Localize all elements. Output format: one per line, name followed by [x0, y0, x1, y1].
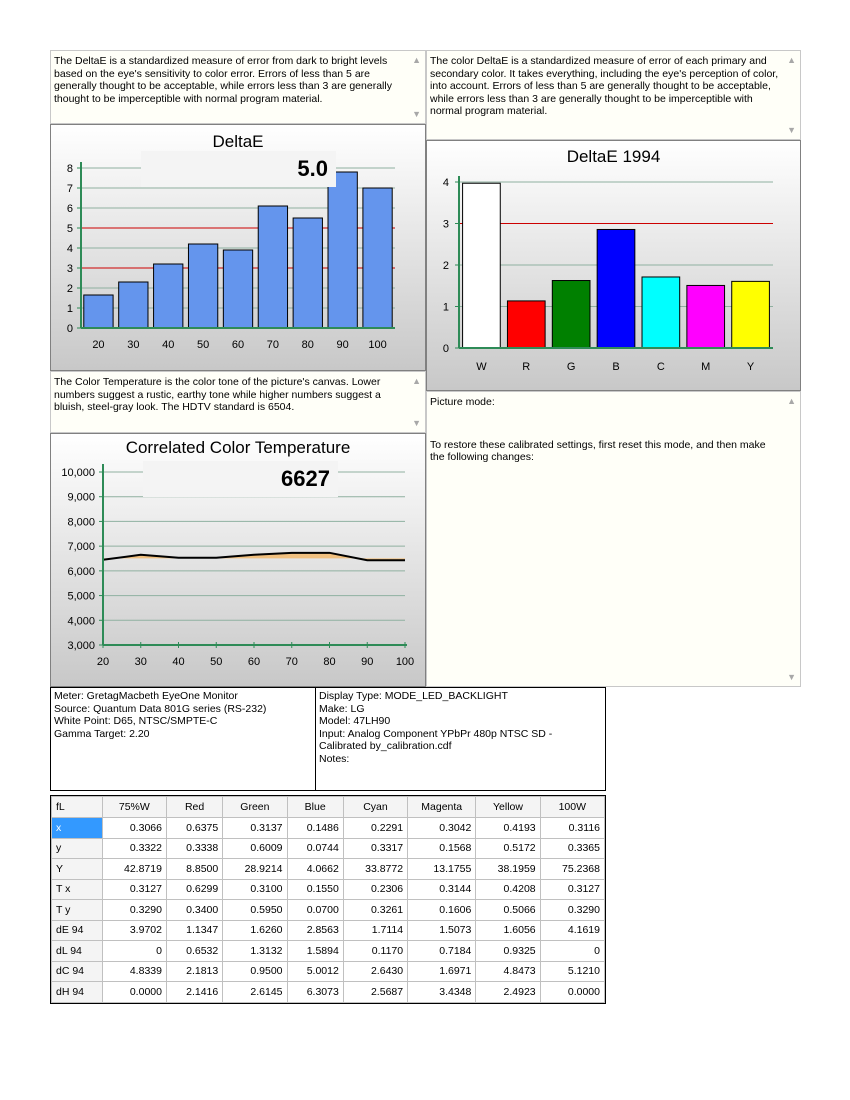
meter-info-line: Meter: GretagMacbeth EyeOne Monitor	[54, 690, 238, 702]
table-row-header[interactable]: dC 94	[52, 961, 103, 982]
y-tick-label: 8	[66, 163, 73, 175]
table-row-header[interactable]: dL 94	[52, 941, 103, 962]
table-row[interactable]	[52, 879, 605, 900]
color-temperature-description: The Color Temperature is the color tone of the picture's canvas. Lower numbers suggest a rustic, earthy tone while higher numbers suggest a bluish, steel-gray look. The HDTV standard is 6504.	[54, 376, 381, 413]
bar	[552, 281, 590, 348]
x-tick-label: 90	[336, 339, 349, 351]
table-row[interactable]	[52, 900, 605, 921]
table-cell[interactable]: 0.3290	[102, 900, 166, 921]
table-cell[interactable]: 0.3127	[540, 879, 604, 900]
bar	[328, 172, 357, 328]
table-cell[interactable]: 0.3137	[223, 818, 287, 839]
table-cell[interactable]: 4.8473	[476, 961, 540, 982]
table-row-header[interactable]: T x	[52, 879, 103, 900]
table-row-header[interactable]: dH 94	[52, 982, 103, 1003]
table-cell[interactable]: 0.3338	[166, 838, 222, 859]
table-cell[interactable]: 1.5073	[408, 920, 476, 941]
x-tick-label: 70	[266, 339, 280, 351]
table-cell[interactable]: 0.1568	[408, 838, 476, 859]
deltae-chart-title: DeltaE	[212, 132, 264, 151]
table-cell[interactable]: 1.5894	[287, 941, 343, 962]
display-info-line: Calibrated by_calibration.cdf	[319, 740, 452, 752]
display-info-line: Make: LG	[319, 702, 365, 715]
y-tick-label: 10,000	[61, 467, 95, 479]
x-tick-label: 50	[210, 656, 223, 668]
table-cell[interactable]: 0.6009	[223, 838, 287, 859]
table-cell[interactable]: 0.3144	[408, 879, 476, 900]
table-cell[interactable]: 0.3365	[540, 838, 604, 859]
table-cell[interactable]: 0.5950	[223, 900, 287, 921]
color-temperature-chart-title: Correlated Color Temperature	[125, 438, 351, 457]
deltae-1994-chart	[426, 140, 801, 391]
table-cell[interactable]: 1.6260	[223, 920, 287, 941]
deltae-readout: 5.0	[141, 151, 336, 187]
table-cell[interactable]: 0.7184	[408, 941, 476, 962]
table-cell[interactable]: 0.9500	[223, 961, 287, 982]
table-cell[interactable]: 42.8719	[102, 859, 166, 880]
table-column-header[interactable]: 100W	[540, 797, 604, 818]
table-cell[interactable]: 5.1210	[540, 961, 604, 982]
table-cell[interactable]: 0.3042	[408, 818, 476, 839]
bar	[732, 281, 770, 348]
table-cell[interactable]: 2.4923	[476, 982, 540, 1003]
table-cell[interactable]: 0.0744	[287, 838, 343, 859]
y-tick-label: 4,000	[67, 615, 95, 628]
y-tick-label: 5,000	[67, 590, 95, 603]
table-cell[interactable]: 0.3290	[540, 900, 604, 921]
table-cell[interactable]: 0.2306	[343, 879, 407, 900]
table-cell[interactable]: 1.7114	[343, 920, 407, 941]
table-row-header[interactable]: T y	[52, 900, 103, 921]
meter-info-line: White Point: D65, NTSC/SMPTE-C	[54, 715, 218, 727]
picture-mode-label: Picture mode:	[430, 396, 495, 408]
meter-info-line: Source: Quantum Data 801G series (RS-232)	[54, 702, 267, 715]
color-deltae-description: The color DeltaE is a standardized measure of error of each primary and secondary color. It takes everything, including the eye's perception of color, into account. Errors of less than 5 are generally thought to be acceptable, while errors less than 3 are generally thought to be imperceptible with normal program material.	[430, 55, 779, 117]
table-cell[interactable]: 0	[540, 941, 604, 962]
deltae-description-box[interactable]	[50, 50, 426, 124]
display-info-line: Model: 47LH90	[319, 715, 391, 727]
x-tick-label: 20	[92, 339, 105, 351]
y-tick-label: 2	[66, 283, 73, 295]
x-tick-label: C	[656, 361, 665, 373]
table-cell[interactable]: 1.3132	[223, 941, 287, 962]
x-tick-label: 50	[196, 339, 210, 351]
scroll-down-icon[interactable]: ▼	[787, 125, 796, 135]
table-cell[interactable]: 2.6145	[223, 982, 287, 1003]
table-column-header[interactable]: Green	[223, 797, 287, 818]
y-tick-label: 0	[66, 323, 73, 335]
table-cell[interactable]: 0.4208	[476, 879, 540, 900]
table-cell[interactable]: 2.5687	[343, 982, 407, 1003]
x-tick-label: 60	[231, 339, 245, 351]
table-cell[interactable]: 0.3127	[102, 879, 166, 900]
table-cell[interactable]: 0.3066	[102, 818, 166, 839]
table-cell[interactable]: 0.3317	[343, 838, 407, 859]
bar	[363, 188, 392, 328]
table-row[interactable]	[52, 961, 605, 982]
table-row-header[interactable]: x	[52, 818, 103, 839]
x-tick-label: 80	[301, 339, 314, 351]
scroll-up-icon[interactable]: ▲	[412, 376, 421, 386]
table-cell[interactable]: 0.3116	[540, 818, 604, 839]
table-cell[interactable]: 2.1416	[166, 982, 222, 1003]
display-info-line: Notes:	[319, 752, 350, 765]
color-temperature-readout: 6627	[143, 461, 338, 497]
x-tick-label: G	[566, 361, 576, 373]
table-cell[interactable]: 0.6299	[166, 879, 222, 900]
y-tick-label: 3,000	[67, 640, 95, 652]
table-cell[interactable]: 1.6971	[408, 961, 476, 982]
x-tick-label: 90	[361, 656, 374, 668]
table-cell[interactable]: 0.6532	[166, 941, 222, 962]
scroll-down-icon[interactable]: ▼	[787, 672, 796, 682]
x-tick-label: 100	[395, 656, 415, 668]
table-cell[interactable]: 4.0662	[287, 859, 343, 880]
x-tick-label: W	[476, 361, 487, 373]
bar	[84, 295, 113, 328]
deltae-chart	[50, 124, 426, 371]
bar	[223, 250, 252, 328]
table-cell[interactable]: 13.1755	[408, 859, 476, 880]
table-row[interactable]	[52, 838, 605, 859]
measurement-table-container	[50, 795, 606, 1004]
table-cell[interactable]: 0.1170	[343, 941, 407, 962]
table-cell[interactable]: 5.0012	[287, 961, 343, 982]
deltae-description: The DeltaE is a standardized measure of error from dark to bright levels based on the eye's sensitivity to color error. Errors of less than 5 are generally thought to be acceptable, while errors less than 3 are generally thought to be imperceptible with normal program material.	[54, 55, 392, 105]
y-tick-label: 8,000	[67, 516, 95, 529]
table-cell[interactable]: 0.3322	[102, 838, 166, 859]
table-cell[interactable]: 1.1347	[166, 920, 222, 941]
table-row-header[interactable]: dE 94	[52, 920, 103, 941]
table-row-header[interactable]: y	[52, 838, 103, 859]
x-tick-label: 30	[134, 656, 147, 668]
table-cell[interactable]: 0.9325	[476, 941, 540, 962]
table-corner-header: fL	[52, 797, 103, 818]
table-cell[interactable]: 0.1486	[287, 818, 343, 839]
x-tick-label: 20	[96, 656, 110, 668]
x-tick-label: 40	[162, 339, 175, 351]
table-cell[interactable]: 0.3100	[223, 879, 287, 900]
y-tick-label: 4	[442, 177, 449, 189]
color-deltae-description-box[interactable]	[426, 50, 801, 140]
table-cell[interactable]: 0.1550	[287, 879, 343, 900]
x-tick-label: 60	[247, 656, 261, 668]
table-cell[interactable]: 2.1813	[166, 961, 222, 982]
meter-info-box	[50, 687, 316, 791]
x-tick-label: 70	[285, 656, 298, 668]
bar	[642, 277, 680, 348]
table-column-header[interactable]: 75%W	[102, 797, 166, 818]
picture-mode-box[interactable]	[426, 391, 801, 687]
table-cell[interactable]: 0.4193	[476, 818, 540, 839]
scroll-up-icon[interactable]: ▲	[787, 396, 796, 406]
display-info-box	[315, 687, 606, 791]
table-cell[interactable]: 4.8339	[102, 961, 166, 982]
table-row[interactable]	[52, 941, 605, 962]
table-cell[interactable]: 2.8563	[287, 920, 343, 941]
table-column-header[interactable]: Magenta	[408, 797, 476, 818]
bar	[293, 218, 322, 328]
table-cell[interactable]: 6.3073	[287, 982, 343, 1003]
scroll-down-icon[interactable]: ▼	[412, 418, 421, 428]
meter-info-line: Gamma Target: 2.20	[54, 727, 150, 740]
color-temperature-description-box[interactable]	[50, 371, 426, 433]
table-cell[interactable]: 0.1606	[408, 900, 476, 921]
scroll-up-icon[interactable]: ▲	[787, 55, 796, 65]
y-tick-label: 1	[66, 303, 73, 315]
bar	[507, 301, 545, 348]
scroll-up-icon[interactable]: ▲	[412, 55, 421, 65]
table-cell[interactable]: 1.6056	[476, 920, 540, 941]
x-tick-label: B	[612, 361, 620, 373]
y-tick-label: 7,000	[67, 541, 95, 554]
scroll-down-icon[interactable]: ▼	[412, 109, 421, 119]
table-cell[interactable]: 2.6430	[343, 961, 407, 982]
table-cell[interactable]: 75.2368	[540, 859, 604, 880]
table-cell[interactable]: 0.2291	[343, 818, 407, 839]
color-temperature-chart	[50, 433, 426, 687]
table-cell[interactable]: 4.1619	[540, 920, 604, 941]
y-tick-label: 7	[66, 183, 73, 195]
table-cell[interactable]: 0.0000	[540, 982, 604, 1003]
table-column-header[interactable]: Yellow	[476, 797, 540, 818]
table-cell[interactable]: 3.4348	[408, 982, 476, 1003]
table-column-header[interactable]: Cyan	[343, 797, 407, 818]
table-cell[interactable]: 8.8500	[166, 859, 222, 880]
measurement-table	[51, 796, 605, 1003]
y-tick-label: 9,000	[67, 491, 95, 504]
table-cell[interactable]: 0.3261	[343, 900, 407, 921]
table-header-row	[52, 797, 605, 818]
y-tick-label: 5	[66, 223, 73, 235]
y-tick-label: 6	[66, 203, 73, 215]
bar	[258, 206, 287, 328]
table-row[interactable]	[52, 859, 605, 880]
table-cell[interactable]: 0.6375	[166, 818, 222, 839]
table-cell[interactable]: 0.0700	[287, 900, 343, 921]
display-info-line: Display Type: MODE_LED_BACKLIGHT	[319, 690, 508, 702]
x-tick-label: R	[522, 361, 531, 373]
bar	[687, 285, 725, 348]
x-tick-label: 100	[368, 339, 387, 351]
table-column-header[interactable]: Red	[166, 797, 222, 818]
x-tick-label: M	[701, 361, 711, 373]
bar	[463, 183, 501, 348]
y-tick-label: 1	[442, 301, 449, 314]
table-cell[interactable]: 28.9214	[223, 859, 287, 880]
table-cell[interactable]: 0.3400	[166, 900, 222, 921]
y-tick-label: 2	[442, 260, 449, 272]
table-cell[interactable]: 0.5172	[476, 838, 540, 859]
bar	[597, 229, 635, 348]
table-column-header[interactable]: Blue	[287, 797, 343, 818]
y-tick-label: 0	[442, 343, 449, 355]
x-tick-label: 30	[127, 339, 140, 351]
x-tick-label: 80	[323, 656, 336, 668]
bar	[119, 282, 148, 328]
bar	[188, 244, 217, 328]
x-tick-label: 40	[172, 656, 185, 668]
restore-instructions: To restore these calibrated settings, first reset this mode, and then make the following changes:	[430, 438, 766, 463]
table-cell[interactable]: 0	[102, 941, 166, 962]
table-cell[interactable]: 0.0000	[102, 982, 166, 1003]
table-cell[interactable]: 3.9702	[102, 920, 166, 941]
display-info-line: Input: Analog Component YPbPr 480p NTSC SD -	[319, 727, 553, 740]
table-cell[interactable]: 38.1959	[476, 859, 540, 880]
y-tick-label: 3	[66, 263, 73, 275]
table-row[interactable]	[52, 920, 605, 941]
deltae-1994-chart-title: DeltaE 1994	[566, 147, 661, 166]
table-cell[interactable]: 0.5066	[476, 900, 540, 921]
x-tick-label: Y	[746, 361, 755, 373]
table-row[interactable]	[52, 982, 605, 1003]
y-tick-label: 6,000	[67, 565, 95, 578]
table-cell[interactable]: 33.8772	[343, 859, 407, 880]
bar	[154, 264, 183, 328]
deltae-1994-chart-plot	[427, 141, 800, 390]
y-tick-label: 3	[442, 218, 449, 231]
table-row[interactable]	[52, 818, 605, 839]
y-tick-label: 4	[66, 243, 73, 255]
table-row-header[interactable]: Y	[52, 859, 103, 880]
